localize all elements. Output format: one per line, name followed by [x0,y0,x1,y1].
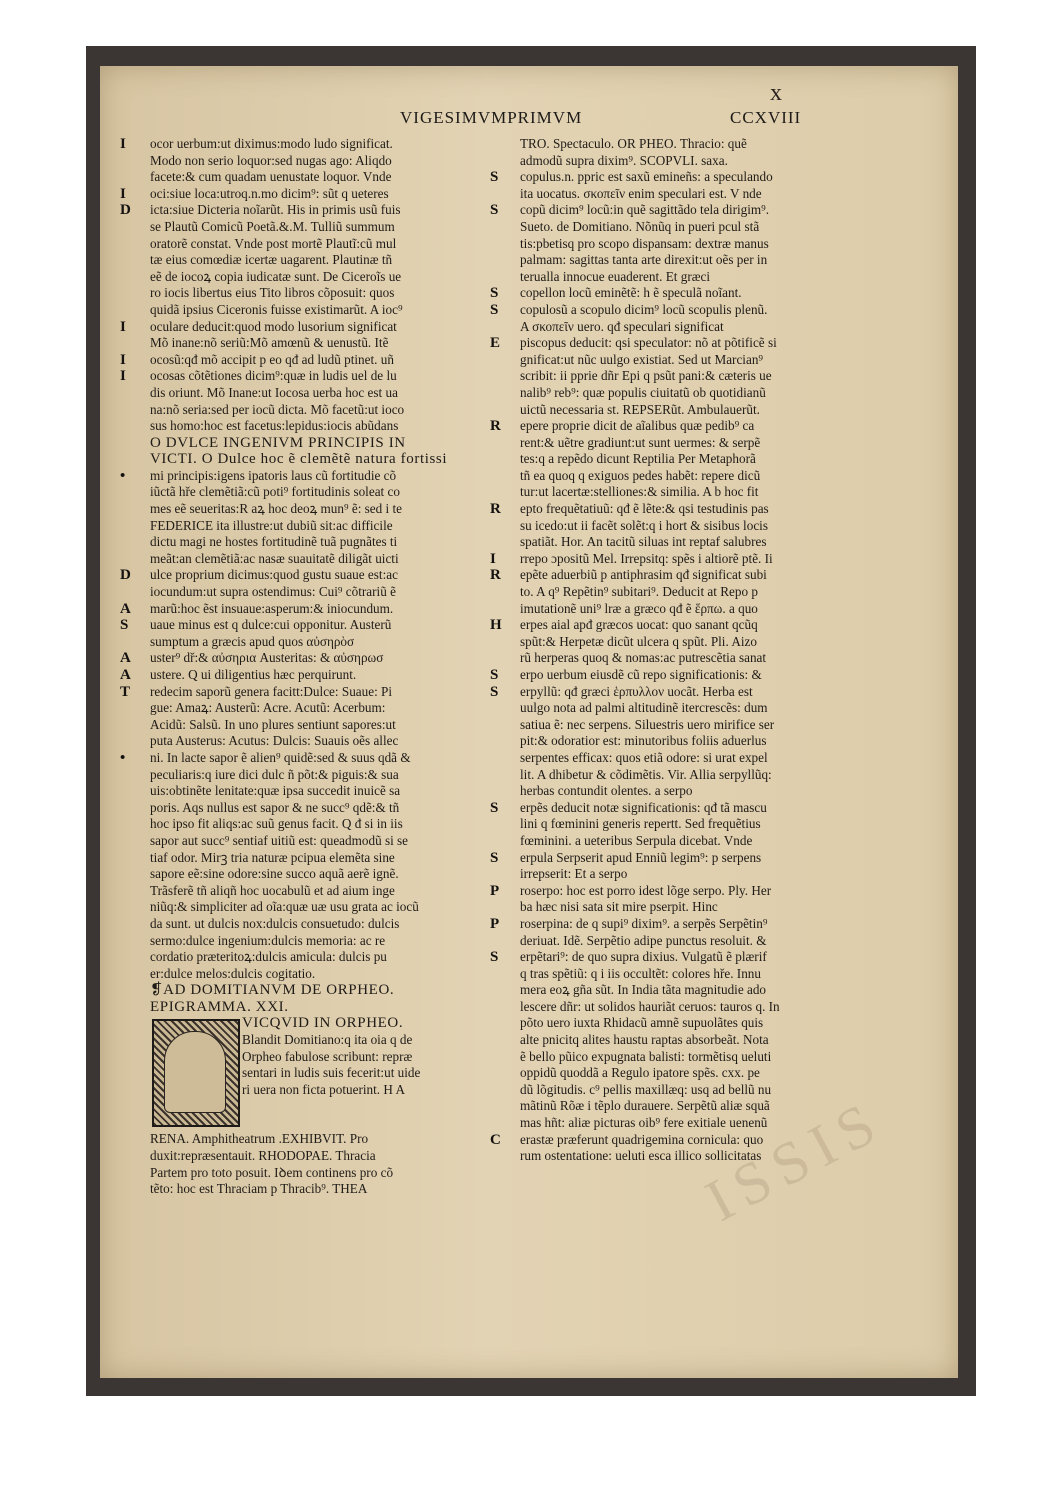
line-text: hoc ipso fit aliqs:ac suũ genus facit. Q đ si in iis [150,816,403,832]
text-line [490,252,850,269]
line-text: peculiaris:q iure dici dulc ñ põt:& piguis:& sua [150,766,399,782]
text-line [120,933,480,950]
marginal-initial: I [120,368,126,385]
line-text: scribit: ii pprie dñr Epi q psũt pani:& cæteris ue [520,368,772,384]
line-text: tes:q a repẽdo dicunt Reptilia Per Metaphorã [520,451,756,467]
text-line [490,916,850,933]
section-heading: VICTI. O Dulce hoc ẽ clemẽtẽ natura fortissi [150,451,448,468]
line-text: niũq:& simpliciter ad oĩa:quæ uæ usu grata ac iocũ [150,899,419,915]
marginal-initial: A [120,650,131,667]
marginal-initial: A [120,667,131,683]
line-text: serpentes efficax: quos etiã odore: si urat expel [520,749,768,765]
text-line [490,1032,850,1049]
watermark: ISSIS [695,1086,895,1234]
portrait-medallion [164,1031,226,1113]
scan-background [86,46,976,1396]
text-line [490,385,850,402]
text-line [490,1065,850,1082]
text-line [120,518,480,535]
line-text: eẽ de iocoꝝ copia iudicatæ sunt. De Ciceroĩs ue [150,268,402,284]
text-line [120,534,480,551]
marginal-initial: T [120,683,131,700]
text-line [120,385,480,402]
text-line [490,501,850,518]
line-text: oppidũ quoddã a Regulo ipatore spẽs. cxx. pe [520,1065,760,1081]
line-text: rent:& uẽtre gradiunt:ut sunt uermes: & serpẽ [520,434,761,450]
text-line [120,767,480,784]
line-text: roserpina: de q supi⁹ dixim⁹. a serpẽs Serpẽtin⁹ [520,915,768,931]
text-line [120,850,480,867]
right-column [490,136,850,1165]
section-heading: O DVLCE INGENIVM PRINCIPIS IN [150,434,406,451]
text-line [490,352,850,369]
text-line [490,136,850,153]
line-text: Blandit Domitiano:q ita oia q de [242,1032,413,1048]
text-line [490,982,850,999]
line-text: rum ostentatione: ueluti esca illico sollicitatas [520,1148,762,1164]
text-line [120,617,480,634]
line-text: imutationẽ uni⁹ lræ a græco qđ ẽ ἕρπω. a quo [520,600,758,616]
text-line [490,750,850,767]
line-text: redecim saporũ genera facitt:Dulce: Suaue: Pi [150,683,393,699]
line-text: Sueto. de Domitiano. Nõnũq in pueri pcul stã [520,218,760,234]
line-text: uster⁹ dř:& αὐσηρια Austeritas: & αὐσηρωσ [150,650,384,666]
running-title: VIGESIMVMPRIMVM [400,108,583,127]
marginal-initial: P [490,882,500,899]
text-line [120,219,480,236]
line-text: mãtinũ Rõæ i tẽplo durauere. Serpẽtũ aliæ squã [520,1098,770,1114]
text-line [120,136,480,153]
line-text: oci:siue loca:utroq.n.mo dicim⁹: sũt q ueteres [150,185,389,201]
marginal-initial: A [120,600,131,617]
line-text: erpẽtari⁹: de quo supra dixius. Vulgatũ ẽ plærif [520,949,767,965]
marginal-initial: D [120,567,131,584]
marginal-initial: S [490,285,499,302]
line-text: sus homo:hoc est facetus:lepidus:iocis abũdans [150,418,399,434]
text-line [120,816,480,833]
line-text: uictũ necessaria st. REPSERũt. Ambulauerũt. [520,401,760,417]
line-text: spatiãt. Hor. An tacitũ siluas int reptaf salubres [520,534,767,550]
left-column [120,136,480,1198]
marginal-initial: S [490,169,499,186]
line-text: A σκοπεῖν uero. qđ speculari significat [520,318,724,334]
marginal-initial: • [120,467,126,484]
line-text: ro iocis libertus eius Tito libros cõposuit: quos [150,285,395,301]
text-line [490,202,850,219]
line-text: sentari in ludis suis fecerit:ut uide [242,1065,421,1081]
text-line [120,1165,480,1182]
text-line [490,1049,850,1066]
line-text: dis oriunt. Mõ Inane:ut Iocosa uerba hoc est ua [150,384,398,400]
line-text: tñ ea quoq q exiguos pedes habẽt: repere dicũ [520,467,761,483]
line-text: piscopus deducit: qsi speculator: nõ at põtificẽ si [520,335,777,351]
line-text: spũt:& Herpetæ dicũt ulcera q spũt. Pli. Aizo [520,633,757,649]
woodcut-initial-image [152,1019,240,1127]
text-line [120,352,480,369]
line-text: tẽto: hoc est Thraciam p Thracib⁹. THEA [150,1181,368,1197]
text-line [490,468,850,485]
text-line [120,800,480,817]
line-text: ni. In lacte sapor ẽ alien⁹ quidẽ:sed & suus qdã & [150,749,411,765]
line-text: ocosas cõtẽtiones dicim⁹:quæ in ludis uel de lu [150,368,397,384]
text-line [490,816,850,833]
line-text: copũ dicim⁹ locũ:in quẽ sagittãdo tela dirigim⁹. [520,202,770,218]
line-text: deriuat. Idẽ. Serpẽtio adipe punctus resoluit. & [520,932,767,948]
text-line [490,484,850,501]
marginal-initial: C [490,1131,501,1148]
line-text: erpo uerbum eiusdẽ cũ repo significationis: & [520,667,762,682]
line-text: uulgo nota ad palmi altitudinẽ itercrescẽs: dum [520,700,768,716]
line-text: ocor uerbum:ut diximus:modo ludo significat. [150,136,393,151]
text-line [490,933,850,950]
line-text: irrepserit: Et a serpo [520,866,628,882]
line-text: sapor aut succ⁹ sentiaf uitiũ est: queadmodũ si se [150,832,409,848]
line-text: epere proprie dicit de aĩalibus quæ pedib⁹ ca [520,418,755,434]
marginal-initial: P [490,915,500,932]
text-line [120,186,480,203]
line-text: ẽ bello pũico expugnata balisti: tormẽtisq ueluti [520,1048,772,1064]
text-line [120,883,480,900]
line-text: er:dulce melos:dulcis cogitatio. [150,965,316,981]
text-line [120,451,480,468]
text-line [490,733,850,750]
marginal-initial: S [490,202,499,219]
text-line [490,601,850,618]
text-line [120,468,480,485]
marginal-initial: I [490,550,496,567]
line-text: tur:ut lacertæ:stelliones:& similia. A b hoc fit [520,484,759,500]
line-text: herbas contundit olentes. a serpo [520,783,693,799]
line-text: sermo:dulce ingenium:dulcis memoria: ac re [150,932,386,948]
text-line [120,667,480,684]
line-text: roserpo: hoc est porro idest lõge serpo. Ply. Her [520,882,772,898]
marginal-initial: S [490,949,499,966]
text-line [490,219,850,236]
line-text: marũ:hoc ẽst insuaue:asperum:& iniocundum. [150,600,394,616]
text-line [490,700,850,717]
text-line [120,584,480,601]
text-line [120,418,480,435]
text-line [120,650,480,667]
text-line [490,551,850,568]
text-line [120,567,480,584]
text-line [490,335,850,352]
line-text: epẽte aduerbiũ p antiphrasim qđ significat subi [520,567,767,583]
text-line [120,435,480,452]
line-text: erastæ præferunt quadrigemina cornicula: quo [520,1131,764,1147]
line-text: ita uocatus. σκοπεῖν enim speculari est. V nde [520,185,762,201]
text-line [120,999,480,1016]
text-line [490,949,850,966]
text-line [120,285,480,302]
text-line [490,767,850,784]
line-text: terualla innocue euaderent. Et græci [520,268,711,284]
line-text: mas hñt: aliæ picturas oib⁹ fere exitiale uenenũ [520,1115,768,1131]
text-line [120,169,480,186]
line-text: ba hæc nisi sata sit mire pserpit. Hinc [520,899,718,915]
marginal-initial: I [120,318,126,335]
line-text: epto frequẽtatiuũ: qđ ẽ lẽte:& qsi testudinis pas [520,501,769,517]
marginal-initial: R [490,567,501,584]
line-text: erpes aial apđ græcos uocat: quo sanant qcũq [520,617,758,633]
marginal-initial: H [490,617,502,634]
line-text: icta:siue Dicteria noĩarũt. His in primis usũ fuis [150,202,401,218]
line-text: Trãsferẽ tñ aliqñ hoc uocabulũ et ad aium inge [150,882,395,898]
line-text: poris. Aqs nullus est sapor & ne succ⁹ qdẽ:& tñ [150,799,400,815]
text-line [490,584,850,601]
text-line [120,783,480,800]
text-line [490,684,850,701]
text-line [120,319,480,336]
line-text: gue: Amaꝝ: Austerũ: Acre. Acutũ: Acerbum: [150,700,386,716]
text-line [490,518,850,535]
line-text: tæ eius comœdiæ icertæ uagarent. Plautinæ tñ [150,252,393,268]
text-line [490,667,850,684]
text-line [490,1015,850,1032]
text-line [490,186,850,203]
text-line [490,169,850,186]
text-line [120,982,480,999]
line-text: VICQVID IN ORPHEO. [242,1015,404,1032]
text-line [490,451,850,468]
marginal-initial: S [490,849,499,866]
line-text: Mõ inane:nõ seriũ:Mõ amœnũ & uenustũ. Itẽ [150,335,389,351]
line-text: pit:& odoratior est: minutoribus foliis aduerlus [520,733,767,749]
marginal-initial: I [120,351,126,368]
line-text: oratorẽ constat. Vnde post mortẽ Plautĩ:cũ mul [150,235,397,251]
line-text: da sunt. ut dulcis nox:dulcis consuetudo: dulcis [150,915,400,931]
line-text: admodũ supra dixim⁹. SCOPVLI. saxa. [520,152,728,168]
text-line [490,368,850,385]
page-header [100,80,958,138]
text-line [120,236,480,253]
text-line [490,285,850,302]
text-line [120,202,480,219]
text-line [490,534,850,551]
text-line [490,783,850,800]
text-line [490,966,850,983]
text-line [120,1181,480,1198]
text-line [490,717,850,734]
line-text: ulce proprium dicimus:quod gustu suaue est:ac [150,567,398,583]
text-line [120,501,480,518]
line-text: tiaf odor. Mirꝫ tria naturæ pcipua elemẽta sine [150,849,395,865]
text-line [120,1131,480,1148]
line-text: se Plautũ Comicũ Poetã.&.M. Tulliũ summum [150,218,395,234]
marginal-initial: R [490,418,501,435]
marginal-initial: S [490,667,499,683]
line-text: q tras spẽtiũ: q i iis occultẽt: colores hře. Innu [520,965,761,981]
line-text: iũctã hře clemẽtiã:cũ poti⁹ fortitudinis soleat co [150,484,400,500]
line-text: palmam: sagittas tanta arte direxit:ut oẽs per in [520,252,768,268]
text-line [120,966,480,983]
line-text: fœminini. a ueteribus Serpula dicebat. Vnde [520,832,753,848]
line-text: to. A q⁹ Repẽtin⁹ subitari⁹. Deducit at Repo p [520,584,758,600]
text-line [120,484,480,501]
text-line [120,252,480,269]
text-line [120,750,480,767]
text-line [490,567,850,584]
text-line [120,269,480,286]
text-line [490,402,850,419]
text-line [490,1082,850,1099]
section-heading: EPIGRAMMA. XXI. [150,998,289,1015]
line-text: duxit:repræsentauit. RHODOPAE. Thracia [150,1148,376,1164]
line-text: gnificat:ut nũc uulgo existiat. Sed ut Marcian⁹ [520,351,764,367]
text-line [490,800,850,817]
line-text: facete:& cum quadam uenustate loquor. Vnde [150,169,392,185]
text-line [490,850,850,867]
woodcut-side-text [242,1015,482,1098]
line-text: ri uera non ficta potuerint. H A [242,1081,405,1097]
text-line [120,302,480,319]
line-text: TRO. Spectaculo. OR PHEO. Thracio: quẽ [520,136,747,151]
text-line [490,634,850,651]
text-line [120,733,480,750]
line-text: cordatio præteritoꝝ:dulcis amicula: dulcis pu [150,949,387,965]
line-text: dũ lõgitudis. c⁹ pellis maxillæq: usq ad bellũ nu [520,1081,772,1097]
text-line [120,949,480,966]
line-text: copulus.n. ppric est saxũ emineñs: a speculando [520,169,773,185]
marginal-initial: D [120,202,131,219]
text-line [490,617,850,634]
line-text: quidã ipsius Ciceronis fuisse existimarũt. A ioc⁹ [150,301,403,317]
marginal-initial: R [490,501,501,518]
line-text: Acidũ: Salsũ. In uno plures sentiunt sapores:ut [150,716,396,732]
marginal-initial: S [490,799,499,816]
line-text: Orpheo fabulose scribunt: repræ [242,1048,413,1064]
text-line [490,883,850,900]
line-text: na:nõ seria:sed per iocũ dicta. Mõ facetũ:ut ioco [150,401,405,417]
text-line [120,700,480,717]
line-text: lescere dñr: ut solidos hauriãt ceruos: tauros q. In [520,998,780,1014]
line-text: erpyllũ: qđ græci ἑρπυλλον uocãt. Herba est [520,683,753,699]
marginal-initial: S [490,301,499,318]
line-text: rrepo ɔpositũ Mel. Irrepsitq: spẽs i altiorẽ ptẽ. Ii [520,550,773,566]
line-text: tis:pbetisq pro scopo dispansam: dextræ manus [520,235,769,251]
book-page [100,66,958,1378]
line-text: rũ herperas quoq & nomas:ac putrescẽtia sanat [520,650,767,666]
text-line [490,1098,850,1115]
text-line [120,153,480,170]
line-text: RENA. Amphitheatrum .EXHIBVIT. Pro [150,1131,369,1147]
line-text: alte pnicitq alites haustu raptas absorbeãt. Nota [520,1032,769,1048]
line-text: uaue minus est q dulce:cui opponitur. Austerũ [150,617,392,633]
line-text: ustere. Q ui diligentius hæc perquirunt. [150,667,357,682]
text-line [490,999,850,1016]
line-text: copellon locũ eminẽtẽ: h ẽ speculã noĩant. [520,285,742,301]
line-text: oculare deducit:quod modo lusorium significat [150,318,397,334]
text-line [120,866,480,883]
line-text: puta Austerus: Acutus: Dulcis: Suauis oẽs allec [150,733,399,749]
line-text: lit. A dhibetur & cõdimẽtis. Vir. Allia serpyllũq: [520,766,772,782]
text-line [490,418,850,435]
text-line [490,833,850,850]
text-line [120,1148,480,1165]
line-text: põto uero iuxta Rhidacũ amnẽ supuolãtes quis [520,1015,764,1031]
text-line [120,833,480,850]
text-line [120,684,480,701]
text-line [490,269,850,286]
line-text: mera eoꝝ gña sũt. In India tãta magnitudie ado [520,982,767,998]
text-line [490,236,850,253]
line-text: uis:obtinẽte lenitate:quæ ipsa succedit inuicẽ sa [150,783,401,799]
text-line [120,916,480,933]
text-line [490,153,850,170]
line-text: dictu magi ne hostes fortitudinẽ tuã pugnãtes ti [150,534,398,550]
line-text: copulosũ a scopulo dicim⁹ locũ scopulis plenũ. [520,301,768,317]
woodcut-block [120,1015,480,1131]
text-line [490,435,850,452]
line-text: sapore eẽ:sine odore:sine succo aquã aerẽ ignẽ. [150,866,399,882]
line-text: satiua ẽ: nec serpens. Siluestris uero mirifice ser [520,716,775,732]
line-text: mes eẽ seueritas:R aꝝ hoc deoꝝ mun⁹ ẽ: sed i te [150,501,403,517]
text-line [120,717,480,734]
text-line [120,634,480,651]
line-text: meãt:an clemẽtiã:ac nasæ suauitatẽ diligãt uicti [150,550,399,566]
line-text: nalib⁹ reb⁹: quæ populis ciuitatũ ob quotidianũ [520,384,766,400]
line-text: Partem pro toto posuit. Iꝺem continens pro cõ [150,1164,394,1180]
line-text: iocundum:ut supra ostendimus: Cui⁹ cõtrariũ ẽ [150,584,396,600]
line-text: erpula Serpserit apud Enniũ legim⁹: p serpens [520,849,762,865]
marginal-initial: S [490,683,499,700]
marginal-initial: • [120,749,126,766]
marginal-initial: I [120,136,126,152]
line-text: sumptum a græcis apud quos αὐσηρὸσ [150,633,355,649]
line-text: su icedo:ut ii facẽt solẽt:q i hort & sisibus locis [520,517,768,533]
marginal-initial: I [120,185,126,202]
text-line [490,899,850,916]
line-text: ocosũ:qđ mõ accipit p eo qđ ad ludũ ptinet. uñ [150,351,394,367]
text-line [120,551,480,568]
text-line [120,402,480,419]
text-line [120,601,480,618]
text-line [120,368,480,385]
text-line [490,650,850,667]
text-line [490,319,850,336]
text-line [120,335,480,352]
section-heading: ❡AD DOMITIANVM DE ORPHEO. [150,982,395,999]
marginal-initial: S [120,617,129,634]
folio-mark: x [770,80,782,106]
marginal-initial: E [490,335,501,352]
text-line [490,302,850,319]
line-text: erpẽs deducit notæ significationis: qđ tã mascu [520,799,767,815]
line-text: mi principis:igens ipatoris laus cũ fortitudie cõ [150,467,397,483]
text-line [490,866,850,883]
line-text: Modo non serio loquor:sed nugas ago: Aliqdo [150,152,392,168]
line-text: FEDERICE ita illustre:ut dubiũ sit:ac difficile [150,517,393,533]
text-line [120,899,480,916]
folio-number: CCXVIII [730,108,802,127]
line-text: lini q fœminini generis repertt. Sed frequẽtius [520,816,761,832]
